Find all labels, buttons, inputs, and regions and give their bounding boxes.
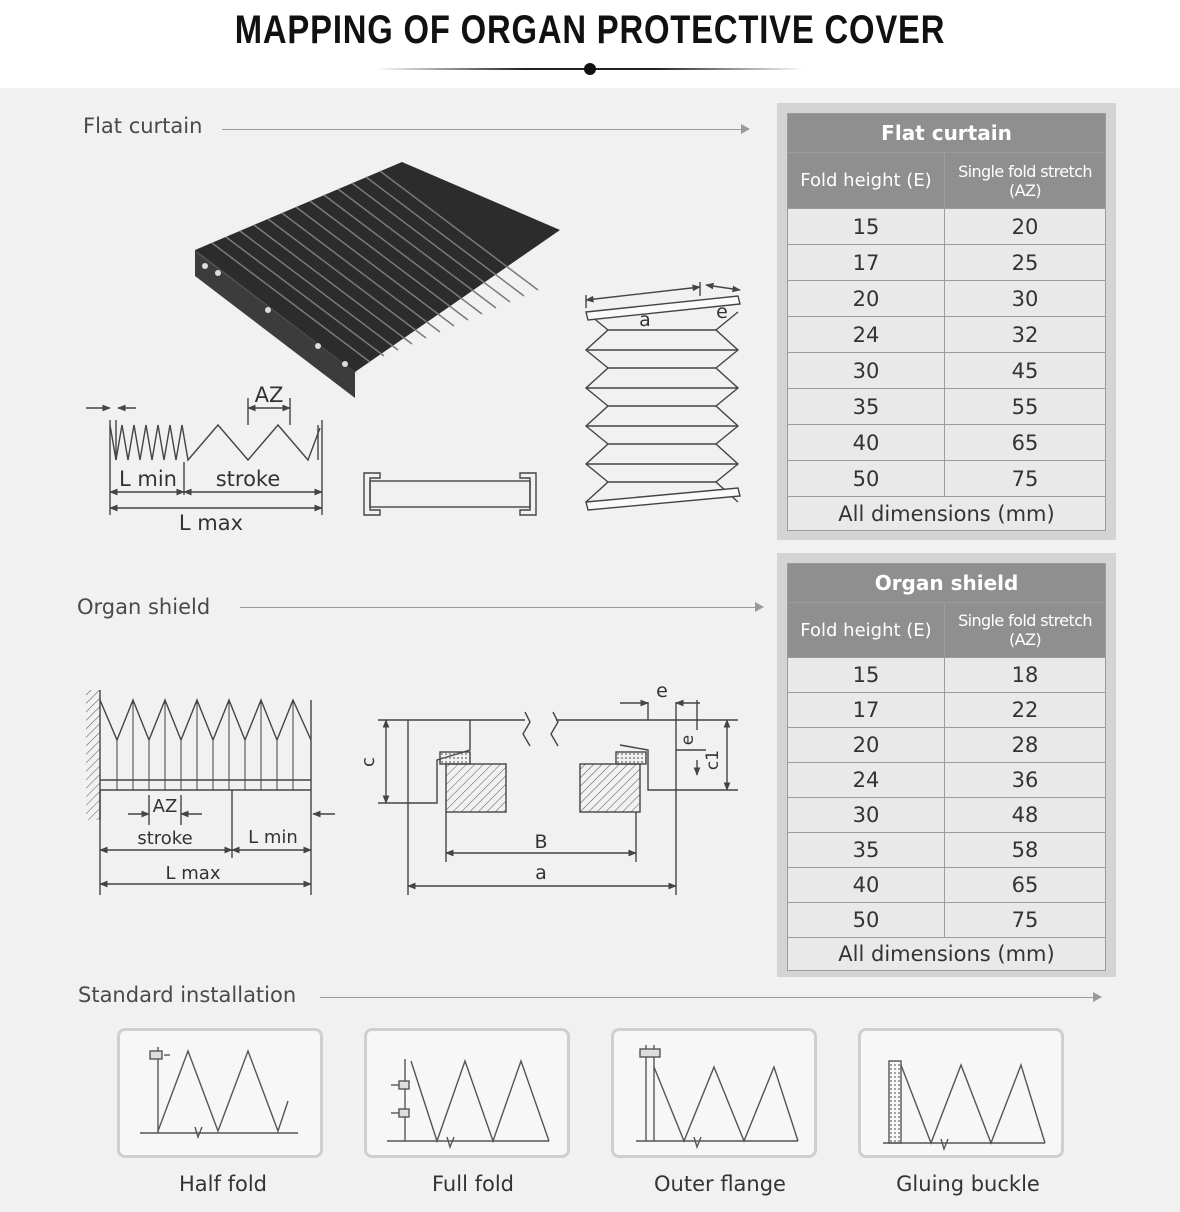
table-cell: 48 (945, 798, 1106, 833)
table-cell: 40 (788, 868, 945, 903)
table-cell: 35 (788, 389, 945, 425)
installation-label-gluing-buckle: Gluing buckle (896, 1172, 1040, 1196)
organ-shield-section-drawing (378, 700, 738, 895)
flat-curtain-product-image (195, 162, 560, 398)
table-cell: 36 (945, 763, 1106, 798)
a-label: a (535, 862, 547, 884)
c1-label: c1 (703, 749, 723, 771)
table-cell: 65 (945, 868, 1106, 903)
l-min-label: L min (248, 827, 298, 848)
table-cell: 15 (788, 658, 945, 693)
table-cell: 18 (945, 658, 1106, 693)
l-max-label: L max (178, 511, 244, 535)
e-label: e (656, 680, 668, 702)
table-footer: All dimensions (mm) (788, 497, 1106, 531)
gluing-buckle-diagram (861, 1031, 1061, 1155)
az-label: AZ (254, 383, 284, 407)
column-header-fold-stretch: Single fold stretch (AZ) (945, 153, 1106, 209)
installation-full-fold-card (364, 1028, 570, 1158)
stroke-label: stroke (137, 828, 193, 849)
outer-flange-diagram (614, 1031, 814, 1155)
table-caption: Organ shield (788, 564, 1106, 603)
table-cell: 75 (945, 903, 1106, 938)
table-cell: 20 (945, 209, 1106, 245)
fold-e-label: e (716, 301, 728, 323)
table-cell: 65 (945, 425, 1106, 461)
page-title: MAPPING OF ORGAN PROTECTIVE COVER (234, 8, 946, 52)
table-cell: 32 (945, 317, 1106, 353)
table-cell: 17 (788, 245, 945, 281)
organ-shield-table (777, 553, 1116, 977)
e-vertical-label: e (678, 734, 698, 746)
b-label: B (534, 831, 548, 853)
table-cell: 28 (945, 728, 1106, 763)
column-header-fold-height: Fold height (E) (788, 603, 945, 658)
installation-gluing-buckle-card (858, 1028, 1064, 1158)
full-fold-diagram (367, 1031, 567, 1155)
table-cell: 30 (945, 281, 1106, 317)
table-cell: 35 (788, 833, 945, 868)
table-cell: 24 (788, 317, 945, 353)
table-cell: 20 (788, 281, 945, 317)
table-cell: 50 (788, 461, 945, 497)
table-cell: 30 (788, 798, 945, 833)
installation-label-outer-flange: Outer flange (654, 1172, 786, 1196)
table-caption: Flat curtain (788, 114, 1106, 153)
organ-shield-spec-table (787, 563, 1106, 971)
section-label-flat-curtain: Flat curtain (83, 114, 203, 138)
table-cell: 24 (788, 763, 945, 798)
table-cell: 45 (945, 353, 1106, 389)
flat-curtain-table (777, 103, 1116, 540)
installation-half-fold-card (117, 1028, 323, 1158)
table-cell: 58 (945, 833, 1106, 868)
half-fold-diagram (120, 1031, 320, 1155)
installation-label-half-fold: Half fold (179, 1172, 267, 1196)
stroke-label: stroke (215, 467, 281, 491)
installation-label-full-fold: Full fold (432, 1172, 514, 1196)
section-arrow-install (320, 997, 1100, 998)
table-cell: 50 (788, 903, 945, 938)
table-cell: 55 (945, 389, 1106, 425)
table-cell: 22 (945, 693, 1106, 728)
az-label: AZ (152, 796, 178, 817)
section-label-organ-shield: Organ shield (77, 595, 211, 619)
table-cell: 17 (788, 693, 945, 728)
table-cell: 20 (788, 728, 945, 763)
table-cell: 15 (788, 209, 945, 245)
table-footer: All dimensions (mm) (788, 938, 1106, 971)
table-cell: 75 (945, 461, 1106, 497)
table-cell: 40 (788, 425, 945, 461)
table-cell: 30 (788, 353, 945, 389)
column-header-fold-stretch: Single fold stretch (AZ) (945, 603, 1106, 658)
c-label: c (358, 757, 379, 767)
l-min-label: L min (119, 467, 177, 491)
installation-outer-flange-card (611, 1028, 817, 1158)
flat-curtain-section-drawing (364, 473, 536, 515)
table-cell: 25 (945, 245, 1106, 281)
column-header-fold-height: Fold height (E) (788, 153, 945, 209)
flat-curtain-profile-drawing (86, 398, 322, 515)
section-label-standard-installation: Standard installation (78, 983, 297, 1007)
l-max-label: L max (165, 863, 221, 884)
width-a-label: a (639, 309, 651, 331)
flat-curtain-spec-table (787, 113, 1106, 531)
